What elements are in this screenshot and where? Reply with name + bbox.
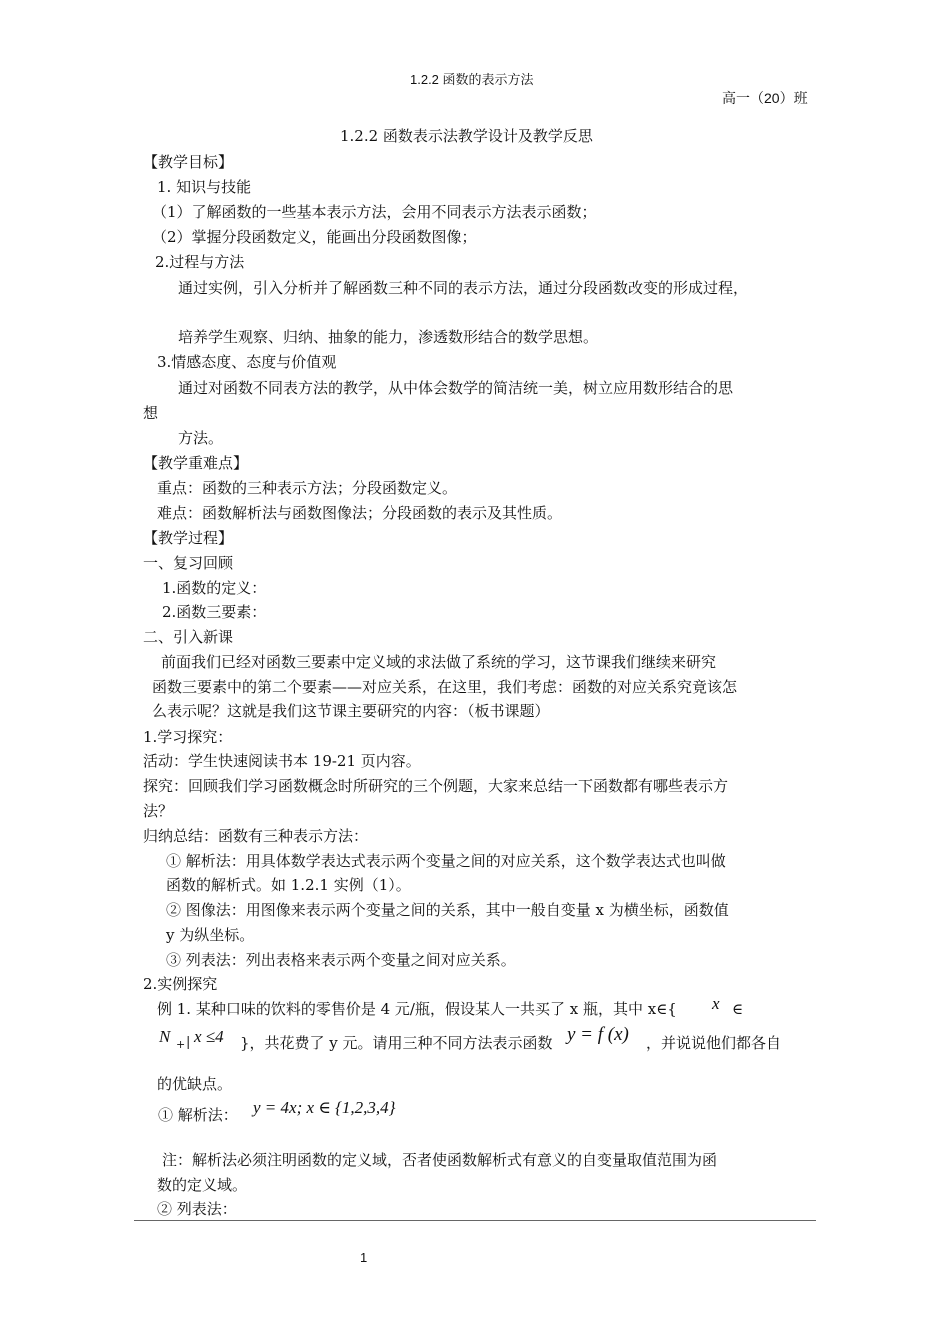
example-1-set-x: x xyxy=(712,994,720,1013)
objective-3-title: 3.情感态度、态度与价值观 xyxy=(157,353,337,371)
example-1-element-of: ∈ xyxy=(732,1000,744,1018)
method-3-line: ③ 列表法：列出表格来表示两个变量之间对应关系。 xyxy=(166,951,516,969)
review-item-1: 1.函数的定义： xyxy=(162,579,267,597)
objective-1-a: （1）了解函数的一些基本表示方法，会用不同表示方法表示函数； xyxy=(152,203,597,221)
objectives-heading: 【教学目标】 xyxy=(143,153,234,171)
class-label: 高一（20）班 xyxy=(722,90,808,106)
solution-1-formula: y = 4x; x ∈ {1,2,3,4} xyxy=(253,1098,396,1117)
intro-heading: 二、引入新课 xyxy=(143,628,234,646)
method-2-line-1: ② 图像法：用图像来表示两个变量之间的关系，其中一般自变量 x 为横坐标，函数值 xyxy=(166,901,729,919)
objective-3-text-1: 通过对函数不同表方法的教学，从中体会数学的简洁统一美，树立应用数形结合的思 xyxy=(178,379,734,397)
method-1-line-1: ① 解析法：用具体数学表达式表示两个变量之间的对应关系，这个数学表达式也叫做 xyxy=(166,852,726,870)
page-number: 1 xyxy=(360,1250,368,1265)
example-1-line-1: 例 1. 某种口味的饮料的零售价是 4 元/瓶，假设某人一共买了 x 瓶，其中 x∈{ xyxy=(157,1000,677,1018)
footer-rule xyxy=(134,1220,816,1221)
intro-paragraph-3: 么表示呢？这就是我们这节课主要研究的内容：（板书课题） xyxy=(152,702,550,720)
header-title: 1.2.2 函数的表示方法 xyxy=(410,72,534,87)
summary-line: 归纳总结：函数有三种表示方法： xyxy=(143,827,369,845)
key-points-heading: 【教学重难点】 xyxy=(143,454,249,472)
intro-paragraph-1: 前面我们已经对函数三要素中定义域的求法做了系统的学习，这节课我们继续来研究 xyxy=(161,653,717,671)
example-1-natural-set: N xyxy=(159,1027,171,1046)
inquiry-line-2: 法？ xyxy=(143,802,174,820)
explore-heading: 1.学习探究： xyxy=(143,728,233,746)
solution-2-label: ② 列表法： xyxy=(157,1200,237,1218)
objective-2-text-1: 通过实例，引入分析并了解函数三种不同的表示方法，通过分段函数改变的形成过程， xyxy=(178,279,749,297)
method-2-line-2: y 为纵坐标。 xyxy=(166,926,255,944)
example-1-bar: | xyxy=(186,1035,191,1050)
objective-1-b: （2）掌握分段函数定义，能画出分段函数图像； xyxy=(152,228,477,246)
example-1-line-2: }，共花费了 y 元。请用三种不同方法表示函数 xyxy=(240,1034,553,1052)
example-1-line-2-end: ，并说说他们都各自 xyxy=(646,1034,782,1052)
example-1-condition: x ≤4 xyxy=(194,1027,224,1046)
difficulty: 难点：函数解析法与函数图像法；分段函数的表示及其性质。 xyxy=(157,504,563,522)
solution-1-label: ① 解析法： xyxy=(158,1106,238,1124)
review-item-2: 2.函数三要素： xyxy=(162,603,267,621)
objective-2-title: 2.过程与方法 xyxy=(155,253,245,271)
example-1-plus-subscript: + xyxy=(176,1038,186,1051)
example-heading: 2.实例探究 xyxy=(143,975,218,993)
page-title: 1.2.2 函数表示法教学设计及教学反思 xyxy=(340,127,593,145)
objective-2-text-2: 培养学生观察、归纳、抽象的能力，渗透数形结合的数学思想。 xyxy=(178,328,599,346)
example-1-line-3: 的优缺点。 xyxy=(157,1075,233,1093)
process-heading: 【教学过程】 xyxy=(143,529,234,547)
objective-3-text-2: 想 xyxy=(143,404,159,422)
review-heading: 一、复习回顾 xyxy=(143,554,234,572)
objective-3-text-3: 方法。 xyxy=(178,429,224,447)
example-1-function: y = f (x) xyxy=(567,1024,629,1045)
intro-paragraph-2: 函数三要素中的第二个要素——对应关系，在这里，我们考虑：函数的对应关系究竟该怎 xyxy=(152,678,738,696)
note-line-2: 数的定义域。 xyxy=(157,1176,248,1194)
activity-line: 活动：学生快速阅读书本 19-21 页内容。 xyxy=(143,752,421,770)
key-point: 重点：函数的三种表示方法；分段函数定义。 xyxy=(157,479,458,497)
inquiry-line-1: 探究：回顾我们学习函数概念时所研究的三个例题，大家来总结一下函数都有哪些表示方 xyxy=(143,777,729,795)
method-1-line-2: 函数的解析式。如 1.2.1 实例（1）。 xyxy=(166,876,411,894)
objective-1-title: 1. 知识与技能 xyxy=(157,178,252,196)
note-line-1: 注：解析法必须注明函数的定义域，否者使函数解析式有意义的自变量取值范围为函 xyxy=(162,1151,718,1169)
